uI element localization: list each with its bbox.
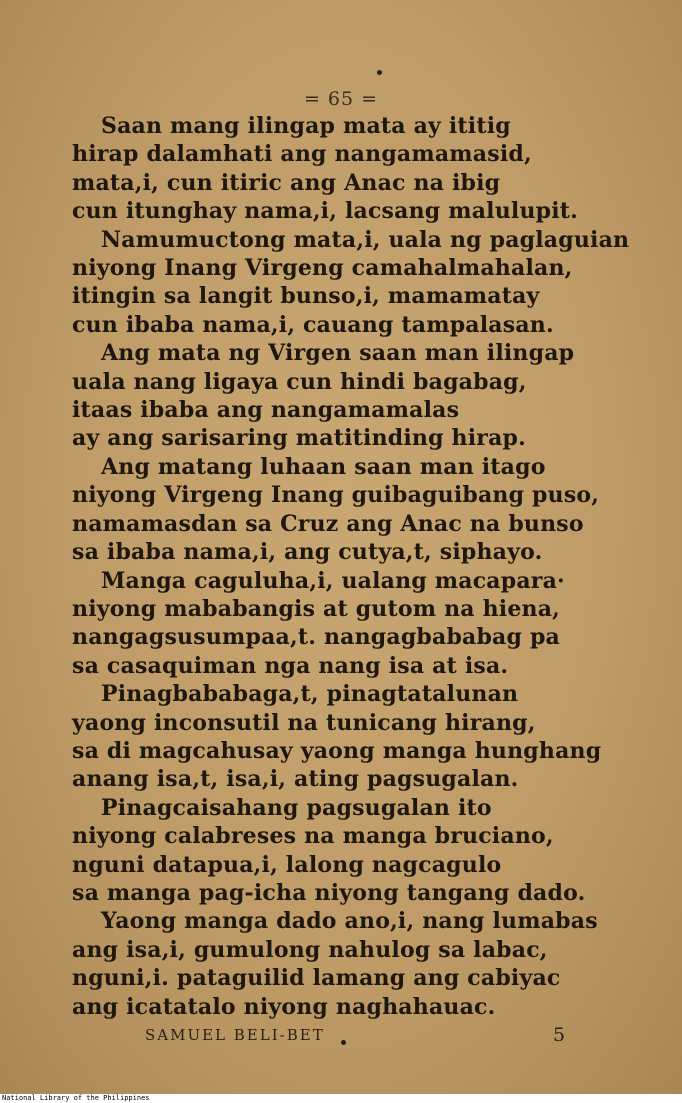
verse-line: Yaong manga dado ano,i, nang lumabas — [101, 908, 598, 935]
stanza-7 — [72, 794, 652, 908]
verse-line: ay ang sarisaring matitinding hirap. — [72, 425, 526, 452]
verse-line: ang isa,i, gumulong nahulog sa labac, — [72, 936, 548, 963]
page-number: = 65 = — [303, 88, 379, 110]
stanza-6 — [72, 680, 652, 794]
verse-line: hirap dalamhati ang nangamamasid, — [72, 141, 532, 168]
ink-dot — [377, 70, 382, 75]
stanza-1 — [72, 112, 652, 226]
verse-line: niyong Virgeng Inang guibaguibang puso, — [72, 482, 600, 509]
stanza-5 — [72, 567, 652, 681]
signature-mark: SAMUEL BELI-BET — [145, 1026, 325, 1044]
signature-number: 5 — [553, 1024, 566, 1046]
stanza-8 — [72, 907, 652, 1021]
verse-line: Namumuctong mata,i, uala ng paglaguian — [101, 226, 630, 253]
verse-line: cun itunghay nama,i, lacsang malulupit. — [72, 198, 579, 225]
verse-line: Pinagbababaga,t, pinagtatalunan — [101, 681, 519, 708]
stanza-4 — [72, 453, 652, 567]
stanza-3 — [72, 339, 652, 453]
verse-line: yaong inconsutil na tunicang hirang, — [72, 709, 536, 736]
verse-line: sa casaquiman nga nang isa at isa. — [72, 652, 509, 679]
verse-line: nangagsusumpaa,t. nangagbababag pa — [72, 624, 560, 651]
library-credit: National Library of the Philippines — [2, 1094, 150, 1102]
verse-line: ang icatatalo niyong naghahauac. — [72, 993, 496, 1020]
verse-line: mata,i, cun itiric ang Anac na ibig — [72, 169, 501, 196]
verse-line: Ang mata ng Virgen saan man ilingap — [101, 340, 575, 367]
verse-line: cun ibaba nama,i, cauang tampalasan. — [72, 311, 554, 338]
verse-line: anang isa,t, isa,i, ating pagsugalan. — [72, 766, 519, 793]
poem-body — [72, 112, 652, 1021]
verse-line: sa di magcahusay yaong manga hunghang — [72, 737, 602, 764]
verse-line: Manga caguluha,i, ualang macapara· — [101, 567, 565, 594]
verse-line: niyong calabreses na manga bruciano, — [72, 823, 554, 850]
verse-line: Saan mang ilingap mata ay ititig — [101, 113, 511, 139]
stanza-2 — [72, 226, 652, 340]
verse-line: Ang matang luhaan saan man itago — [101, 453, 546, 480]
verse-line: sa manga pag-icha niyong tangang dado. — [72, 879, 586, 906]
ink-dot — [341, 1040, 346, 1045]
verse-line: itingin sa langit bunso,i, mamamatay — [72, 283, 540, 310]
verse-line: sa ibaba nama,i, ang cutya,t, siphayo. — [72, 539, 543, 566]
verse-line: nguni datapua,i, lalong nagcagulo — [72, 851, 502, 878]
verse-line: niyong mababangis at gutom na hiena, — [72, 595, 561, 622]
verse-line: uala nang ligaya cun hindi bagabag, — [72, 368, 527, 395]
verse-line: niyong Inang Virgeng camahalmahalan, — [72, 255, 573, 282]
verse-line: namamasdan sa Cruz ang Anac na bunso — [72, 510, 584, 537]
verse-line: nguni,i. pataguilid lamang ang cabiyac — [72, 965, 561, 992]
verse-line: itaas ibaba ang nangamamalas — [72, 397, 460, 424]
verse-line: Pinagcaisahang pagsugalan ito — [101, 794, 492, 821]
